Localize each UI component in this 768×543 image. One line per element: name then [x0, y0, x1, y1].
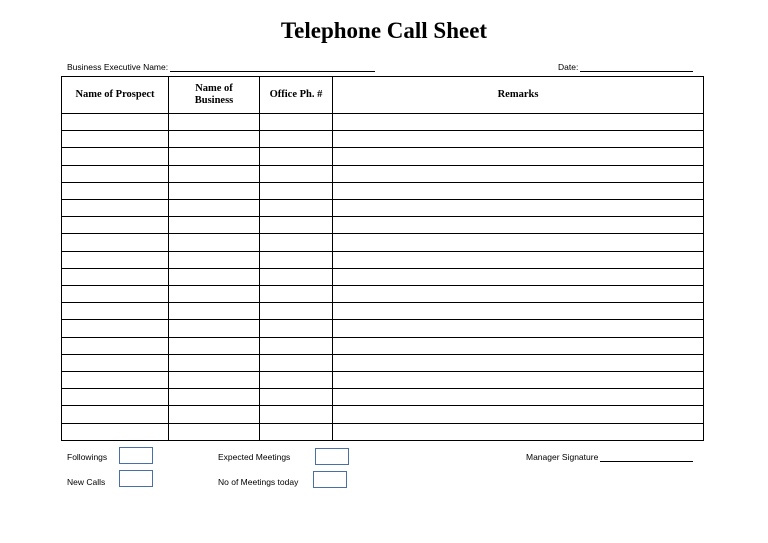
table-cell[interactable] [169, 217, 260, 234]
table-cell[interactable] [333, 165, 704, 182]
table-cell[interactable] [260, 200, 333, 217]
executive-name-field[interactable] [67, 62, 375, 72]
column-header-prospect: Name of Prospect [62, 77, 169, 114]
table-row [62, 148, 704, 165]
table-cell[interactable] [62, 268, 169, 285]
table-cell[interactable] [169, 268, 260, 285]
table-cell[interactable] [169, 372, 260, 389]
date-label: Date: [558, 62, 579, 72]
table-cell[interactable] [62, 320, 169, 337]
table-cell[interactable] [333, 286, 704, 303]
table-cell[interactable] [169, 303, 260, 320]
table-cell[interactable] [260, 251, 333, 268]
table-cell[interactable] [260, 148, 333, 165]
table-row [62, 114, 704, 131]
table-header-row [62, 77, 704, 114]
column-header-business-text: Name of Business [194, 83, 234, 106]
table-cell[interactable] [260, 354, 333, 371]
table-cell[interactable] [62, 165, 169, 182]
table-cell[interactable] [260, 217, 333, 234]
table-cell[interactable] [169, 389, 260, 406]
table-cell[interactable] [260, 389, 333, 406]
manager-signature-field[interactable] [526, 452, 693, 462]
table-row [62, 337, 704, 354]
table-row [62, 389, 704, 406]
table-cell[interactable] [62, 217, 169, 234]
executive-name-label: Business Executive Name: [67, 62, 169, 72]
table-cell[interactable] [62, 234, 169, 251]
table-cell[interactable] [62, 337, 169, 354]
table-cell[interactable] [333, 337, 704, 354]
table-row [62, 217, 704, 234]
table-cell[interactable] [169, 234, 260, 251]
table-cell[interactable] [62, 148, 169, 165]
table-row [62, 286, 704, 303]
table-row [62, 423, 704, 440]
table-row [62, 372, 704, 389]
table-row [62, 303, 704, 320]
table-cell[interactable] [333, 114, 704, 131]
table-row [62, 354, 704, 371]
expected-meetings-input[interactable] [315, 448, 349, 465]
table-cell[interactable] [62, 372, 169, 389]
table-cell[interactable] [260, 165, 333, 182]
date-field[interactable] [558, 62, 693, 72]
table-cell[interactable] [333, 389, 704, 406]
table-row [62, 268, 704, 285]
new-calls-input[interactable] [119, 470, 153, 487]
table-cell[interactable] [62, 114, 169, 131]
table-row [62, 406, 704, 423]
column-header-remarks: Remarks [333, 77, 704, 114]
table-cell[interactable] [62, 406, 169, 423]
table-cell[interactable] [169, 165, 260, 182]
table-cell[interactable] [62, 286, 169, 303]
table-row [62, 234, 704, 251]
table-cell[interactable] [62, 423, 169, 440]
manager-signature-label: Manager Signature [526, 452, 599, 462]
table-cell[interactable] [260, 114, 333, 131]
table-cell[interactable] [169, 354, 260, 371]
call-log-table [61, 76, 704, 441]
table-cell[interactable] [169, 320, 260, 337]
table-cell[interactable] [62, 200, 169, 217]
table-row [62, 182, 704, 199]
column-header-office-phone: Office Ph. # [260, 77, 333, 114]
table-cell[interactable] [260, 234, 333, 251]
table-cell[interactable] [260, 286, 333, 303]
expected-meetings-label: Expected Meetings [218, 452, 291, 462]
table-cell[interactable] [260, 320, 333, 337]
table-cell[interactable] [333, 200, 704, 217]
table-cell[interactable] [260, 372, 333, 389]
followings-label: Followings [67, 452, 108, 462]
table-cell[interactable] [260, 268, 333, 285]
table-cell[interactable] [333, 320, 704, 337]
table-cell[interactable] [169, 251, 260, 268]
table-cell[interactable] [62, 389, 169, 406]
table-cell[interactable] [333, 182, 704, 199]
table-cell[interactable] [169, 131, 260, 148]
table-cell[interactable] [260, 303, 333, 320]
table-cell[interactable] [260, 423, 333, 440]
table-cell[interactable] [260, 182, 333, 199]
table-cell[interactable] [333, 268, 704, 285]
table-cell[interactable] [333, 251, 704, 268]
table-cell[interactable] [169, 423, 260, 440]
table-cell[interactable] [333, 131, 704, 148]
table-cell[interactable] [333, 354, 704, 371]
executive-name-line[interactable] [170, 62, 375, 72]
table-cell[interactable] [333, 148, 704, 165]
date-line[interactable] [580, 62, 693, 72]
table-cell[interactable] [62, 182, 169, 199]
table-cell[interactable] [169, 148, 260, 165]
table-cell[interactable] [333, 303, 704, 320]
followings-input[interactable] [119, 447, 153, 464]
table-row [62, 320, 704, 337]
table-body [62, 114, 704, 441]
table-cell[interactable] [260, 337, 333, 354]
table-cell[interactable] [260, 406, 333, 423]
table-cell[interactable] [169, 182, 260, 199]
table-cell[interactable] [333, 234, 704, 251]
table-cell[interactable] [333, 217, 704, 234]
table-cell[interactable] [260, 131, 333, 148]
table-row [62, 200, 704, 217]
table-cell[interactable] [169, 286, 260, 303]
table-cell[interactable] [169, 337, 260, 354]
table-cell[interactable] [62, 251, 169, 268]
manager-signature-line[interactable] [600, 452, 693, 462]
column-header-business [169, 77, 260, 114]
table-cell[interactable] [333, 372, 704, 389]
table-cell[interactable] [62, 131, 169, 148]
table-row [62, 131, 704, 148]
meetings-today-input[interactable] [313, 471, 347, 488]
table-cell[interactable] [333, 423, 704, 440]
table-row [62, 251, 704, 268]
table-row [62, 165, 704, 182]
table-cell[interactable] [62, 303, 169, 320]
meetings-today-label: No of Meetings today [218, 477, 299, 487]
table-cell[interactable] [333, 406, 704, 423]
table-cell[interactable] [169, 114, 260, 131]
table-cell[interactable] [169, 200, 260, 217]
table-cell[interactable] [62, 354, 169, 371]
table-cell[interactable] [169, 406, 260, 423]
new-calls-label: New Calls [67, 477, 106, 487]
sheet-title: Telephone Call Sheet [280, 18, 488, 43]
